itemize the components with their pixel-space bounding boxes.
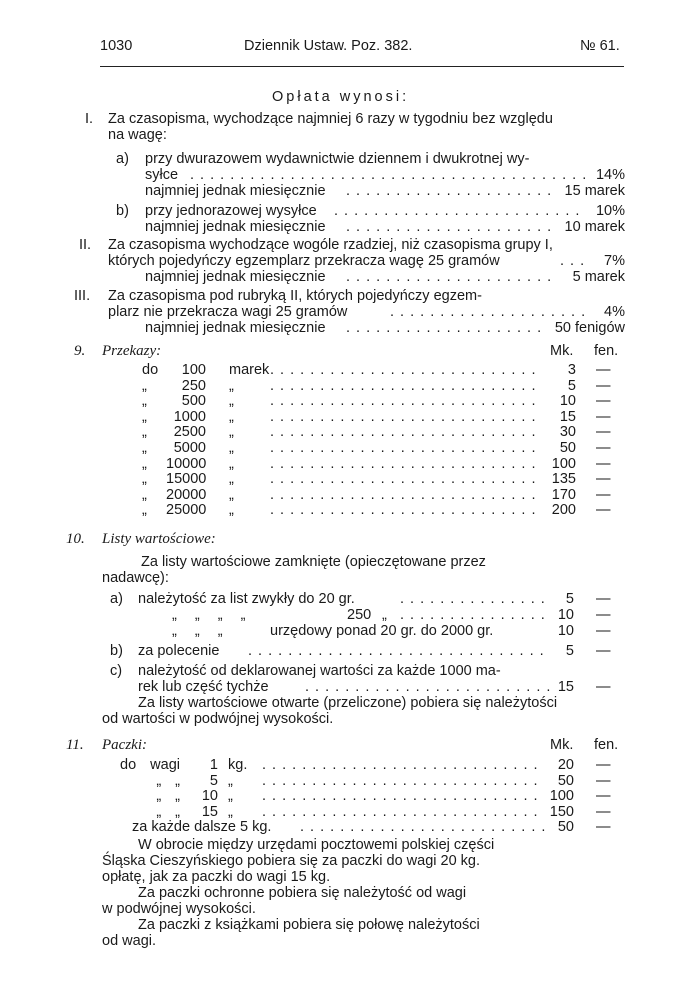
leader-dots [346,320,541,336]
leader-dots [270,456,542,472]
leader-dots [262,757,542,773]
leader-dots [270,378,542,394]
leader-dots [346,183,551,199]
parcel-fee-fen: — [596,757,611,773]
money-order-prefix: do [142,362,159,378]
money-order-fee-fen: — [596,486,611,503]
money-order-amount: 1000 [173,408,206,425]
s10-c-label: c) [110,663,123,679]
money-order-unit: „ [229,455,234,472]
money-order-fee-fen: — [596,424,611,441]
s10-b-fen: — [596,643,611,659]
leader-dots [270,487,542,503]
II-value: 7% [604,253,625,269]
parcel-prefix: „ „ [156,788,180,804]
s10-a-line1: należytość za list zwykły do 20 gr. [138,591,355,607]
leader-dots [334,203,584,219]
s10-c-mk: 15 [557,679,574,695]
I-a-line3: najmniej jednak miesięcznie [145,183,326,199]
issue-number: № 61. [580,38,620,54]
money-order-fee-mk: 170 [551,486,576,503]
s11-p2-l1: Za paczki ochronne pobiera się należytość od wagi [138,885,467,901]
section-9-number: 9. [74,343,86,359]
leader-dots [300,819,545,835]
I-a-label: a) [116,151,129,167]
II-line1: Za czasopisma wychodzące wogóle rzadziej, niż czasopisma grupy I, [108,237,553,253]
s10-a-fen2: — [596,607,611,623]
s10-a-mk3: 10 [557,623,574,639]
III-line3: najmniej jednak miesięcznie [145,320,326,336]
parcel-weight: 1 [209,757,218,773]
III-line2: plarz nie przekracza wagi 25 gramów [108,304,348,320]
journal-title: Dziennik Ustaw. Poz. 382. [244,38,413,54]
header-rule [100,66,624,67]
money-order-fee-fen: — [596,408,611,425]
s10-a-ditto2: „ [382,607,387,623]
s11-extra-line: za każde dalsze 5 kg. [132,819,272,835]
parcel-unit: „ [228,788,233,804]
s11-p2-l2: w podwójnej wysokości. [102,901,256,917]
leader-dots [400,607,550,623]
money-order-prefix: „ [142,377,147,394]
money-order-amount: 15000 [166,471,207,488]
parcel-fee-fen: — [596,772,611,789]
parcel-unit: „ [228,772,233,789]
s11-extra-fen: — [596,819,611,835]
I-line1: Za czasopisma, wychodzące najmniej 6 razy w tygodniu bez względu [108,111,553,127]
leader-dots [400,591,550,607]
s10-a-ditto3: „ „ „ [172,623,223,639]
parcel-weight: 10 [201,788,218,804]
money-order-fee-mk: 135 [551,471,576,488]
I-b-line2: najmniej jednak miesięcznie [145,219,326,235]
s10-a-label: a) [110,591,123,607]
money-order-unit: „ [229,502,234,519]
parcel-unit: „ [228,803,233,820]
money-order-unit: marek [229,362,270,378]
s10-c-line2: rek lub część tychże [138,679,269,695]
section-11-title: Paczki: [102,737,147,753]
s10-b-line: za polecenie [138,643,220,659]
section-10-number: 10. [66,531,85,547]
s11-extra-mk: 50 [557,819,574,835]
parcel-unit: kg. [228,757,248,773]
parcel-fee-mk: 100 [549,788,574,804]
s10-b-mk: 5 [565,643,574,659]
leader-dots [248,643,550,659]
money-order-amount: 5000 [173,440,206,456]
money-order-amount: 250 [181,377,206,394]
money-order-fee-mk: 3 [567,362,576,378]
money-order-prefix: „ [142,393,147,410]
II-line3: najmniej jednak miesięcznie [145,269,326,285]
parcel-fee-fen: — [596,788,611,804]
money-order-fee-fen: — [596,471,611,488]
I-a-line1: przy dwurazowem wydawnictwie dziennem i dwukrotnej wy- [145,151,530,167]
parcel-weight: 5 [209,772,218,789]
s10-a-line3: urzędowy ponad 20 gr. do 2000 gr. [270,623,494,639]
heading-oplata: Opłata wynosi: [272,89,410,105]
section-11-number: 11. [66,737,84,753]
I-b-min: 10 marek [564,219,625,235]
money-order-unit: „ [229,377,234,394]
leader-dots [305,679,550,695]
s10-c-fen: — [596,679,611,695]
s10-a-mk1: 5 [565,591,574,607]
roman-II: II. [79,237,92,253]
leader-dots [270,471,542,487]
s11-p1-l1: W obrocie między urzędami pocztowemi polskiej części [138,837,495,853]
parcel-prefix: do wagi [120,757,180,773]
II-min: 5 marek [572,269,625,285]
money-order-prefix: „ [142,486,147,503]
I-a-value: 14% [595,167,625,183]
I-line2: na wagę: [108,127,167,143]
money-order-amount: 100 [181,362,206,378]
leader-dots [270,440,542,456]
s10-a-ditto1: „ „ „ „ [172,607,246,623]
money-order-prefix: „ [142,408,147,425]
leader-dots [262,773,542,789]
I-a-min: 15 marek [564,183,625,199]
money-order-amount: 20000 [166,486,207,503]
s10-a-mk2: 10 [557,607,574,623]
III-line1: Za czasopisma pod rubryką II, których pojedyńczy egzem- [108,288,482,304]
section-10-title: Listy wartościowe: [102,531,216,547]
leader-dots [270,424,542,440]
section-9-title: Przekazy: [102,343,162,359]
leader-dots [346,269,551,285]
parcel-fee-mk: 20 [557,757,574,773]
s10-note2: od wartości w podwójnej wysokości. [102,711,334,727]
money-order-unit: „ [229,486,234,503]
I-b-value: 10% [595,203,625,219]
s11-p1-l3: opłatę, jak za paczki do wagi 15 kg. [102,869,331,885]
money-order-fee-mk: 10 [559,393,576,410]
parcel-prefix: „ „ [156,772,180,789]
s11-p3-l1: Za paczki z książkami pobiera się połowę należytości [138,917,480,933]
I-a-line2: syłce [145,167,179,183]
s10-a-fen3: — [596,623,611,639]
parcel-weight: 15 [201,803,218,820]
money-order-fee-mk: 100 [551,455,576,472]
s10-b-label: b) [110,643,123,659]
col-mk: Mk. [550,343,574,359]
III-value: 4% [604,304,625,320]
parcel-fee-mk: 50 [557,772,574,789]
money-order-prefix: „ [142,455,147,472]
parcel-fee-fen: — [596,803,611,820]
money-order-unit: „ [229,408,234,425]
parcel-prefix: „ „ [156,803,180,820]
III-min: 50 fenigów [554,320,625,336]
roman-I: I. [85,111,94,127]
money-order-fee-mk: 15 [559,408,576,425]
money-order-amount: 10000 [166,455,207,472]
leader-dots [190,167,585,183]
money-order-prefix: „ [142,424,147,441]
col-fen: fen. [594,343,619,359]
money-order-unit: „ [229,393,234,410]
money-order-unit: „ [229,471,234,488]
money-order-fee-fen: — [596,455,611,472]
leader-dots [560,253,585,269]
money-order-fee-mk: 5 [567,377,576,394]
leader-dots [270,502,542,518]
money-order-prefix: „ [142,440,147,456]
leader-dots [390,304,585,320]
money-order-fee-mk: 50 [559,440,576,456]
money-order-prefix: „ [142,502,147,519]
money-order-fee-fen: — [596,393,611,410]
s10-note1: Za listy wartościowe otwarte (przeliczone) pobiera się należytości [138,695,558,711]
money-order-prefix: „ [142,471,147,488]
leader-dots [270,362,542,378]
money-order-unit: „ [229,424,234,441]
leader-dots [262,804,542,820]
money-order-fee-mk: 200 [551,502,576,519]
II-line2: których pojedyńczy egzemplarz przekracza wagę 25 gramów [108,253,500,269]
s10-intro1: Za listy wartościowe zamknięte (opieczętowane przez [141,554,486,570]
I-b-line1: przy jednorazowej wysyłce [145,203,317,219]
leader-dots [270,393,542,409]
roman-III: III. [74,288,91,304]
money-order-fee-fen: — [596,377,611,394]
leader-dots [262,788,542,804]
money-order-fee-fen: — [596,502,611,519]
I-b-label: b) [116,203,129,219]
leader-dots [346,219,551,235]
money-order-amount: 25000 [166,502,207,519]
s10-intro2: nadawcę): [102,570,169,586]
money-order-unit: „ [229,440,234,456]
page-number: 1030 [100,38,133,54]
s11-p1-l2: Śląska Cieszyńskiego pobiera się za paczki do wagi 20 kg. [102,853,481,869]
s10-c-line1: należytość od deklarowanej wartości za każde 1000 ma- [138,663,501,679]
col-mk: Mk. [550,737,574,753]
s10-a-fen1: — [596,591,611,607]
parcel-fee-mk: 150 [549,803,574,820]
s10-a-250: 250 [347,607,372,623]
money-order-amount: 500 [181,393,206,410]
money-order-fee-fen: — [596,362,611,378]
leader-dots [270,409,542,425]
s11-p3-l2: od wagi. [102,933,157,949]
col-fen: fen. [594,737,619,753]
money-order-amount: 2500 [173,424,206,441]
money-order-fee-mk: 30 [559,424,576,441]
money-order-fee-fen: — [596,440,611,456]
